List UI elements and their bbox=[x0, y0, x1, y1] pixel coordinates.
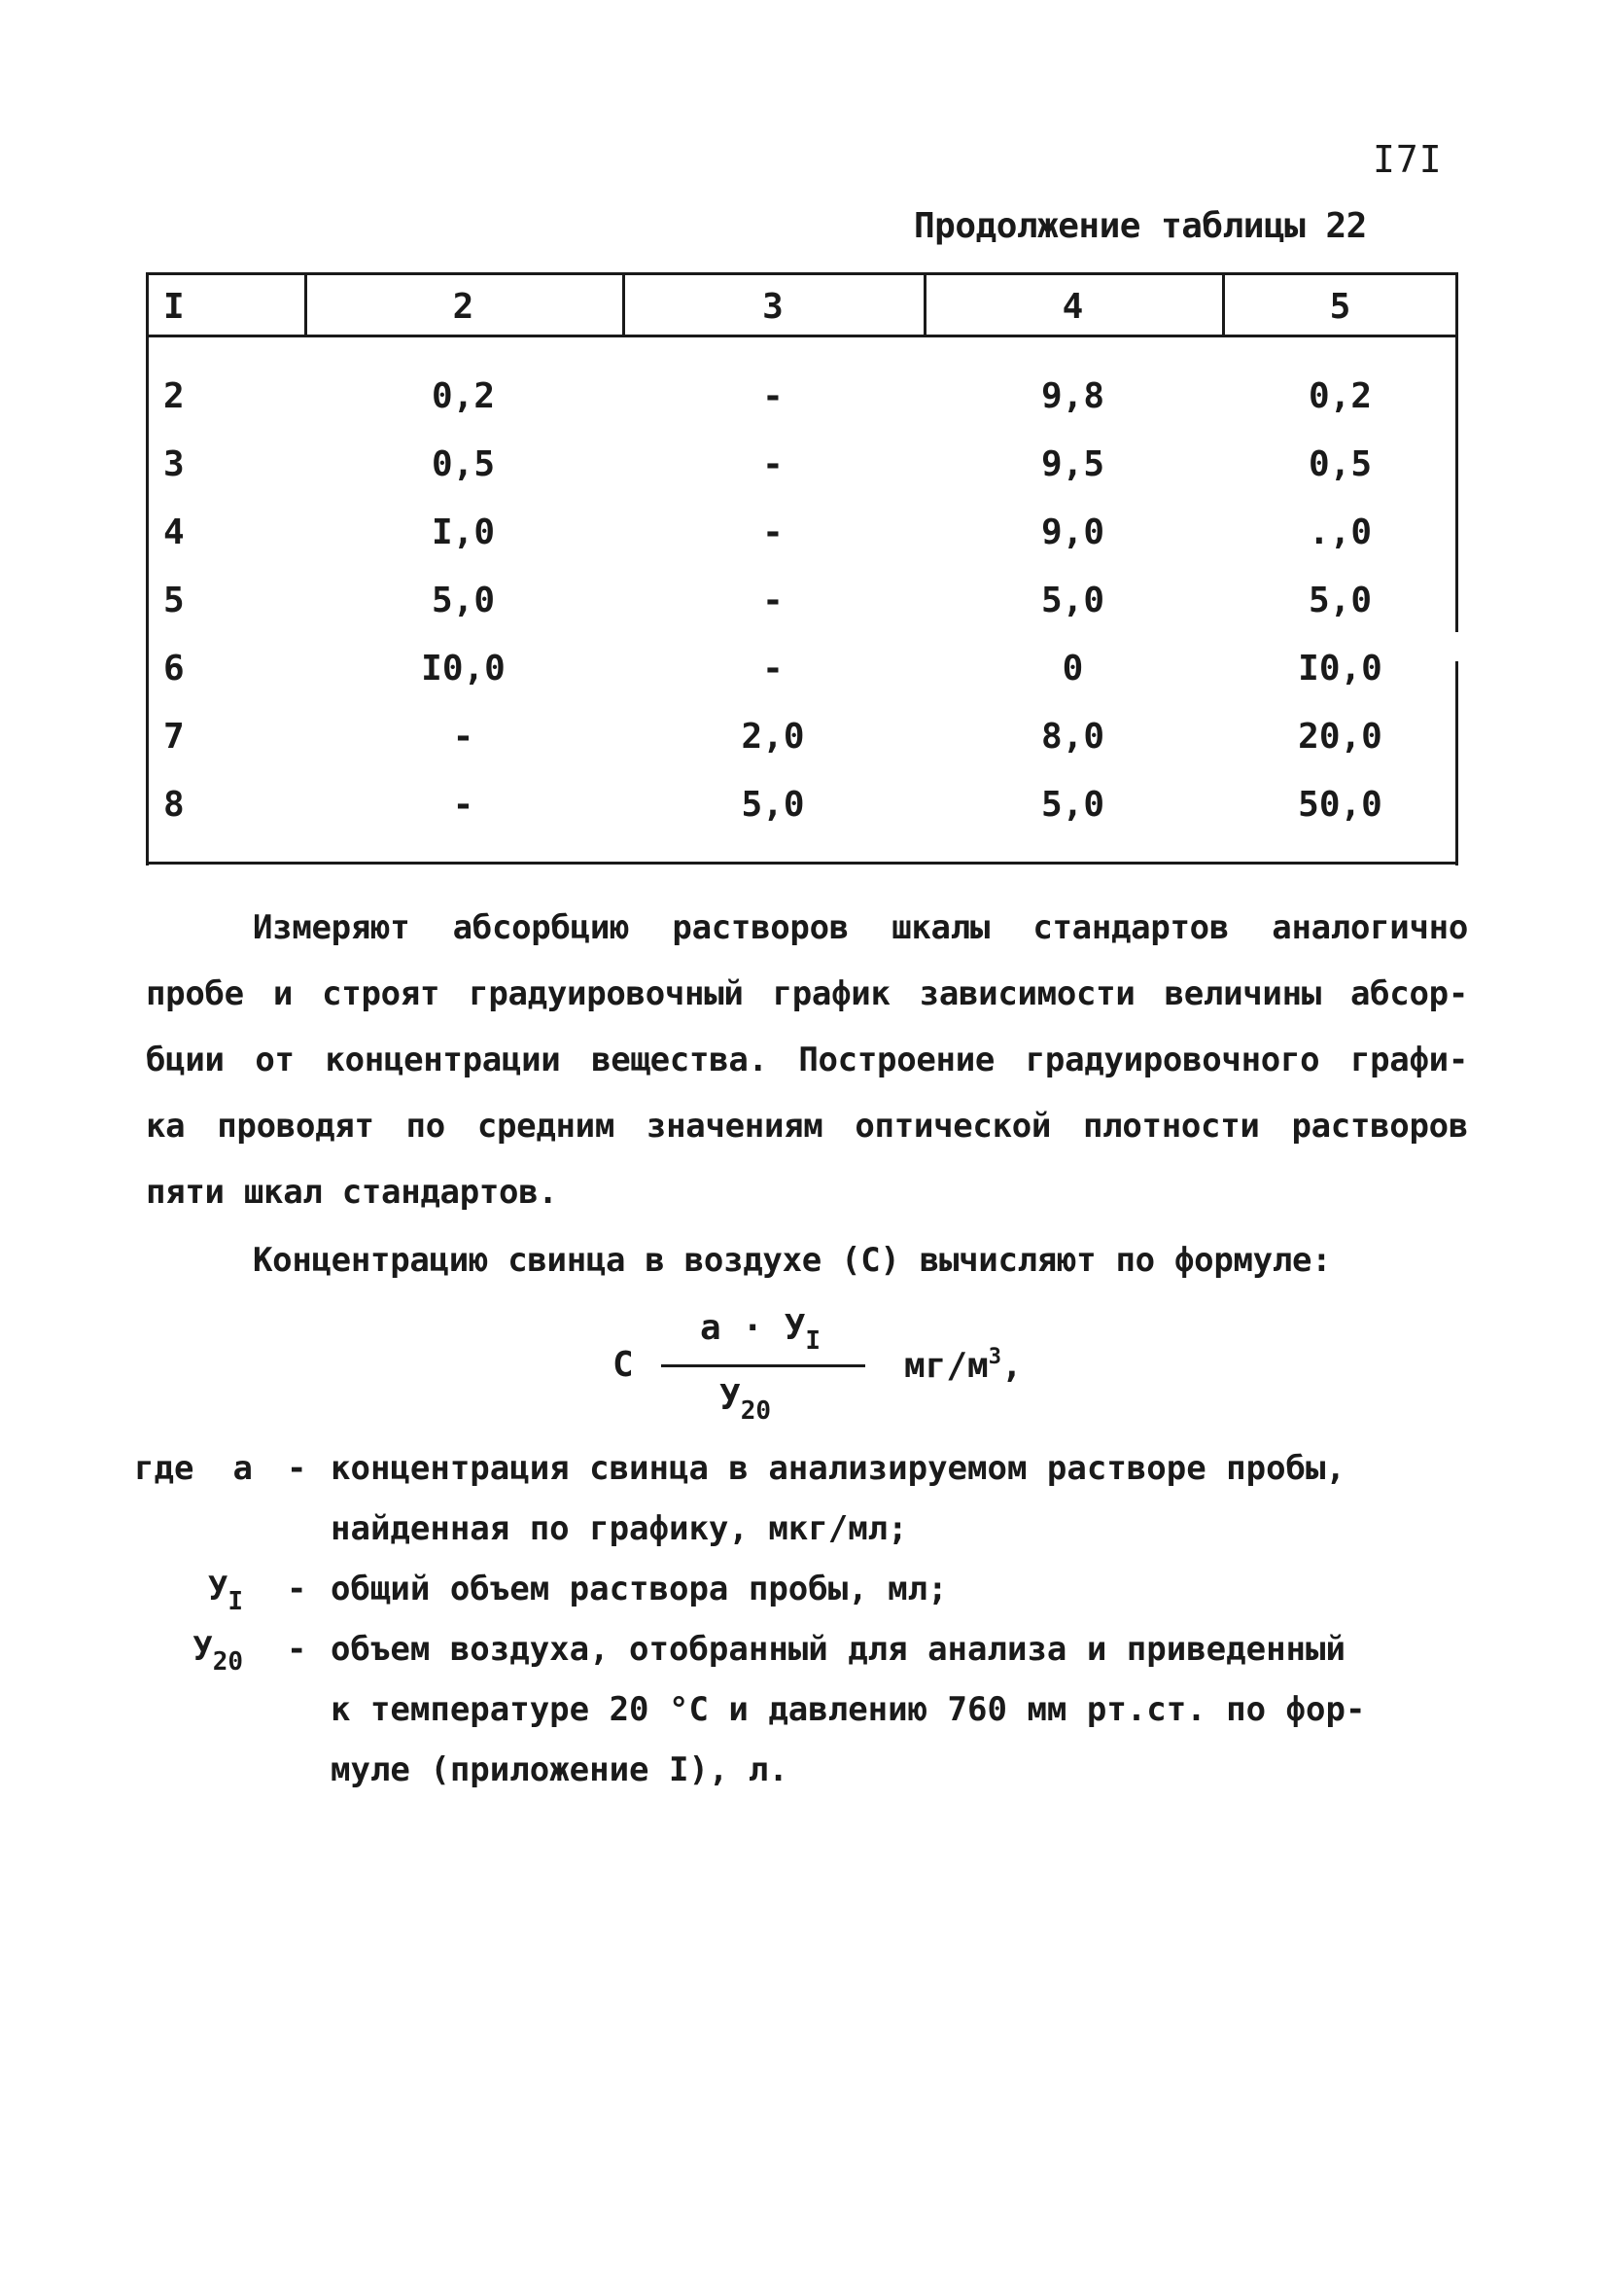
table-cell: - bbox=[762, 512, 784, 552]
definition-symbol-text: У bbox=[207, 1570, 228, 1608]
table-border-top bbox=[146, 272, 1458, 275]
paragraph-line: ка проводят по средним значениям оптической плотности растворов bbox=[146, 1107, 1468, 1146]
formula-unit bbox=[904, 1345, 1023, 1386]
formula-lhs: С bbox=[612, 1345, 634, 1385]
table-cell: 2 bbox=[163, 376, 185, 416]
table-cell: - bbox=[762, 649, 784, 689]
fraction-bar bbox=[661, 1364, 865, 1367]
table-header-divider bbox=[146, 335, 1458, 337]
table-cell: - bbox=[452, 717, 474, 757]
table-cell: .,0 bbox=[1308, 512, 1373, 552]
table-cell: 2,0 bbox=[741, 717, 805, 757]
table-border-left bbox=[146, 272, 149, 865]
table-cell: I,0 bbox=[431, 512, 496, 552]
table-header-cell: 2 bbox=[452, 287, 474, 327]
table-cell: 0 bbox=[1062, 649, 1084, 689]
table-cell: 9,5 bbox=[1040, 444, 1105, 484]
definition-symbol bbox=[146, 1449, 253, 1488]
table-cell: 5,0 bbox=[1308, 581, 1373, 620]
paragraph-line: Измеряют абсорбцию растворов шкалы стандартов аналогично bbox=[253, 908, 1468, 947]
table-cell: 0,2 bbox=[431, 376, 496, 416]
formula-denominator-subscript: 20 bbox=[740, 1396, 771, 1426]
formula-numerator-text: а · У bbox=[700, 1308, 806, 1348]
data-table bbox=[146, 272, 1458, 865]
table-cell: 5 bbox=[163, 581, 185, 620]
formula-unit-tail: , bbox=[1000, 1346, 1023, 1386]
definition-text: общий объем раствора пробы, мл; bbox=[331, 1570, 948, 1608]
definition-text: к температуре 20 °С и давлению 760 мм рт.ст. по фор- bbox=[331, 1690, 1366, 1729]
table-cell: 5,0 bbox=[1040, 785, 1105, 825]
definition-text: найденная по графику, мкг/мл; bbox=[331, 1509, 908, 1548]
formula-numerator bbox=[700, 1308, 821, 1356]
definition-symbol bbox=[136, 1630, 243, 1677]
table-cell: 50,0 bbox=[1298, 785, 1382, 825]
formula-denominator bbox=[719, 1378, 771, 1426]
table-cell: - bbox=[762, 581, 784, 620]
table-cell: - bbox=[762, 444, 784, 484]
table-cell: I0,0 bbox=[1298, 649, 1382, 689]
table-cell: 0,5 bbox=[1308, 444, 1373, 484]
paragraph-line: Концентрацию свинца в воздухе (С) вычисляют по формуле: bbox=[253, 1241, 1332, 1280]
formula-unit-superscript: 3 bbox=[988, 1345, 1001, 1369]
paragraph-line: пяти шкал стандартов. bbox=[146, 1173, 558, 1212]
table-border-right-lower bbox=[1455, 661, 1458, 865]
table-header-cell: 4 bbox=[1062, 287, 1084, 327]
table-cell: 9,8 bbox=[1040, 376, 1105, 416]
table-header-cell: 5 bbox=[1329, 287, 1351, 327]
definition-dash: - bbox=[287, 1449, 307, 1488]
paragraph-formula-intro bbox=[146, 1227, 1468, 1293]
table-cell: 9,0 bbox=[1040, 512, 1105, 552]
definition-text: концентрация свинца в анализируемом растворе пробы, bbox=[331, 1449, 1346, 1488]
definitions-where: где bbox=[134, 1449, 194, 1488]
definition-symbol-text: а bbox=[232, 1449, 253, 1488]
definition-dash: - bbox=[287, 1570, 307, 1608]
formula bbox=[612, 1308, 1099, 1434]
definition-text: объем воздуха, отобранный для анализа и приведенный bbox=[331, 1630, 1346, 1669]
table-cell: 5,0 bbox=[741, 785, 805, 825]
table-border-bottom bbox=[146, 862, 1458, 865]
paragraph-method bbox=[146, 895, 1468, 1225]
formula-denominator-text: У bbox=[719, 1378, 741, 1418]
table-cell: 0,2 bbox=[1308, 376, 1373, 416]
definition-symbol-text: У bbox=[192, 1630, 213, 1669]
definition-dash: - bbox=[287, 1630, 307, 1669]
table-cell: 5,0 bbox=[1040, 581, 1105, 620]
table-cell: 7 bbox=[163, 717, 185, 757]
formula-numerator-subscript: I bbox=[805, 1326, 821, 1356]
page-number: I7I bbox=[1373, 138, 1443, 181]
table-cell: 20,0 bbox=[1298, 717, 1382, 757]
table-cell: 5,0 bbox=[431, 581, 496, 620]
table-cell: - bbox=[762, 376, 784, 416]
table-header-cell: 3 bbox=[762, 287, 784, 327]
table-cell: 6 bbox=[163, 649, 185, 689]
paragraph-line: бции от концентрации вещества. Построение градуировочного графи- bbox=[146, 1041, 1468, 1079]
table-cell: 8,0 bbox=[1040, 717, 1105, 757]
table-header-cell: I bbox=[163, 287, 185, 327]
definition-symbol-subscript: I bbox=[227, 1587, 243, 1616]
table-cell: 3 bbox=[163, 444, 185, 484]
definition-symbol-subscript: 20 bbox=[212, 1647, 243, 1677]
paragraph-line: пробе и строят градуировочный график зависимости величины абсор- bbox=[146, 974, 1468, 1013]
definition-text: муле (приложение I), л. bbox=[331, 1750, 788, 1789]
table-cell: - bbox=[452, 785, 474, 825]
definition-symbol bbox=[136, 1570, 243, 1616]
table-cell: I0,0 bbox=[421, 649, 506, 689]
table-cell: 0,5 bbox=[431, 444, 496, 484]
formula-unit-text: мг/м bbox=[904, 1346, 989, 1386]
table-caption: Продолжение таблицы 22 bbox=[914, 206, 1367, 246]
table-cell: 4 bbox=[163, 512, 185, 552]
table-cell: 8 bbox=[163, 785, 185, 825]
